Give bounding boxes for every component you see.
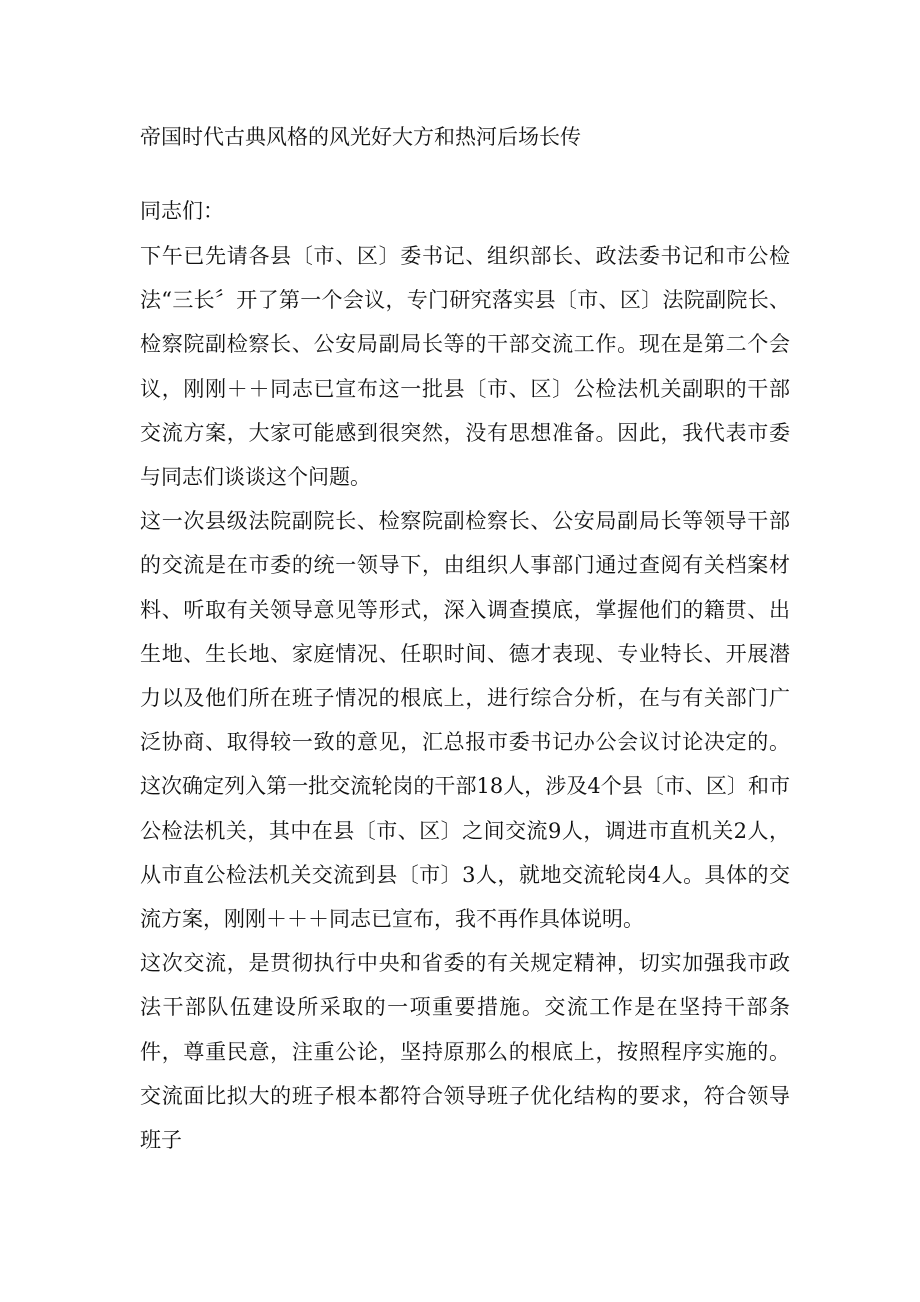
- paragraph: 这一次县级法院副院长、检察院副检察长、公安局副局长等领导干部的交流是在市委的统一领导下，由组织人事部门通过查阅有关档案材料、听取有关领导意见等形式，深入调查摸底，掌握他们的籍贯、出生地、生长地、家庭情况、任职时间、德才表现、专业特长、开展潜力以及他们所在班子情况的根底上，进行综合分析，在与有关部门广泛协商、取得较一致的意见，汇总报市委书记办公会议讨论决定的。这次确定列入第一批交流轮岗的干部18人，涉及4个县〔市、区〕和市公检法机关，其中在县〔市、区〕之间交流9人，调进市直机关2人，从市直公检法机关交流到县〔市〕3人，就地交流轮岗4人。具体的交流方案，刚刚＋＋＋同志已宣布，我不再作具体说明。: [140, 509, 790, 932]
- paragraph: 这次交流，是贯彻执行中央和省委的有关规定精神，切实加强我市政法干部队伍建设所采取的一项重要措施。交流工作是在坚持干部条件，尊重民意，注重公论，坚持原那么的根底上，按照程序实施的。交流面比拟大的班子根本都符合领导班子优化结构的要求，符合领导班子: [140, 951, 790, 1153]
- salutation: 同志们：: [140, 199, 224, 223]
- document-title: 帝国时代古典风格的风光好大方和热河后场长传: [140, 125, 581, 149]
- document-body: [140, 234, 790, 1162]
- paragraph: 下午已先请各县〔市、区〕委书记、组织部长、政法委书记和市公检法“三长〞开了第一个会议，专门研究落实县〔市、区〕法院副院长、检察院副检察长、公安局副局长等的干部交流工作。现在是第二个会议，刚刚＋＋同志已宣布这一批县〔市、区〕公检法机关副职的干部交流方案，大家可能感到很突然，没有思想准备。因此，我代表市委与同志们谈谈这个问题。: [140, 244, 790, 490]
